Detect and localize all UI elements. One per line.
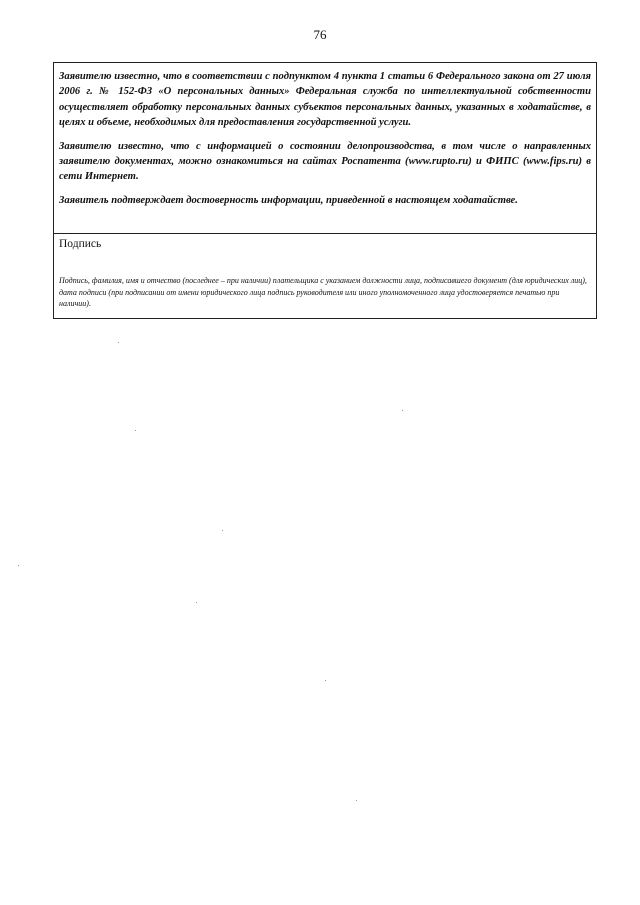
accuracy-confirmation: Заявитель подтверждает достоверность информации, приведенной в настоящем ходатайстве.: [59, 194, 518, 206]
scan-speck: [135, 430, 136, 431]
personal-data-notice: Заявителю известно, что в соответствии с подпунктом 4 пункта 1 статьи 6 Федерального закона от 27 июля 2006 г. № 152-ФЗ «О персональных данных» Федеральная служба по интеллектуальной собственности осуществляет обработку персональных данных субъектов персональных данных, указанных в ходатайстве, в целях и объеме, необходимых для предоставления государственной услуги.: [59, 71, 591, 129]
case-status-notice: Заявителю известно, что с информацией о состоянии делопроизводства, в том числе о направленных заявителю документах, можно ознакомиться на сайтах Роспатента (www.rupto.ru) и ФИПС (www.fips.ru) в сети Интернет.: [59, 140, 591, 183]
page-number: 76: [313, 27, 327, 42]
scan-speck: [18, 565, 19, 566]
application-form-box: [53, 62, 597, 319]
signature-label: Подпись: [59, 238, 102, 250]
signature-section: [54, 234, 596, 318]
scan-speck: [356, 800, 357, 801]
signature-instructions: Подпись, фамилия, имя и отчество (последнее – при наличии) плательщика с указанием должности лица, подписавшего документ (для юридических лиц), дата подписи (при подписании от имени юридического лица подпись руководителя или иного уполномоченного лица удостоверяется печатью при наличии).: [59, 276, 587, 308]
scan-speck: [325, 680, 326, 681]
scan-speck: [118, 342, 119, 343]
scan-speck: [196, 602, 197, 603]
scan-speck: [222, 530, 223, 531]
scan-speck: [402, 410, 403, 411]
applicant-notice-section: [54, 63, 596, 234]
